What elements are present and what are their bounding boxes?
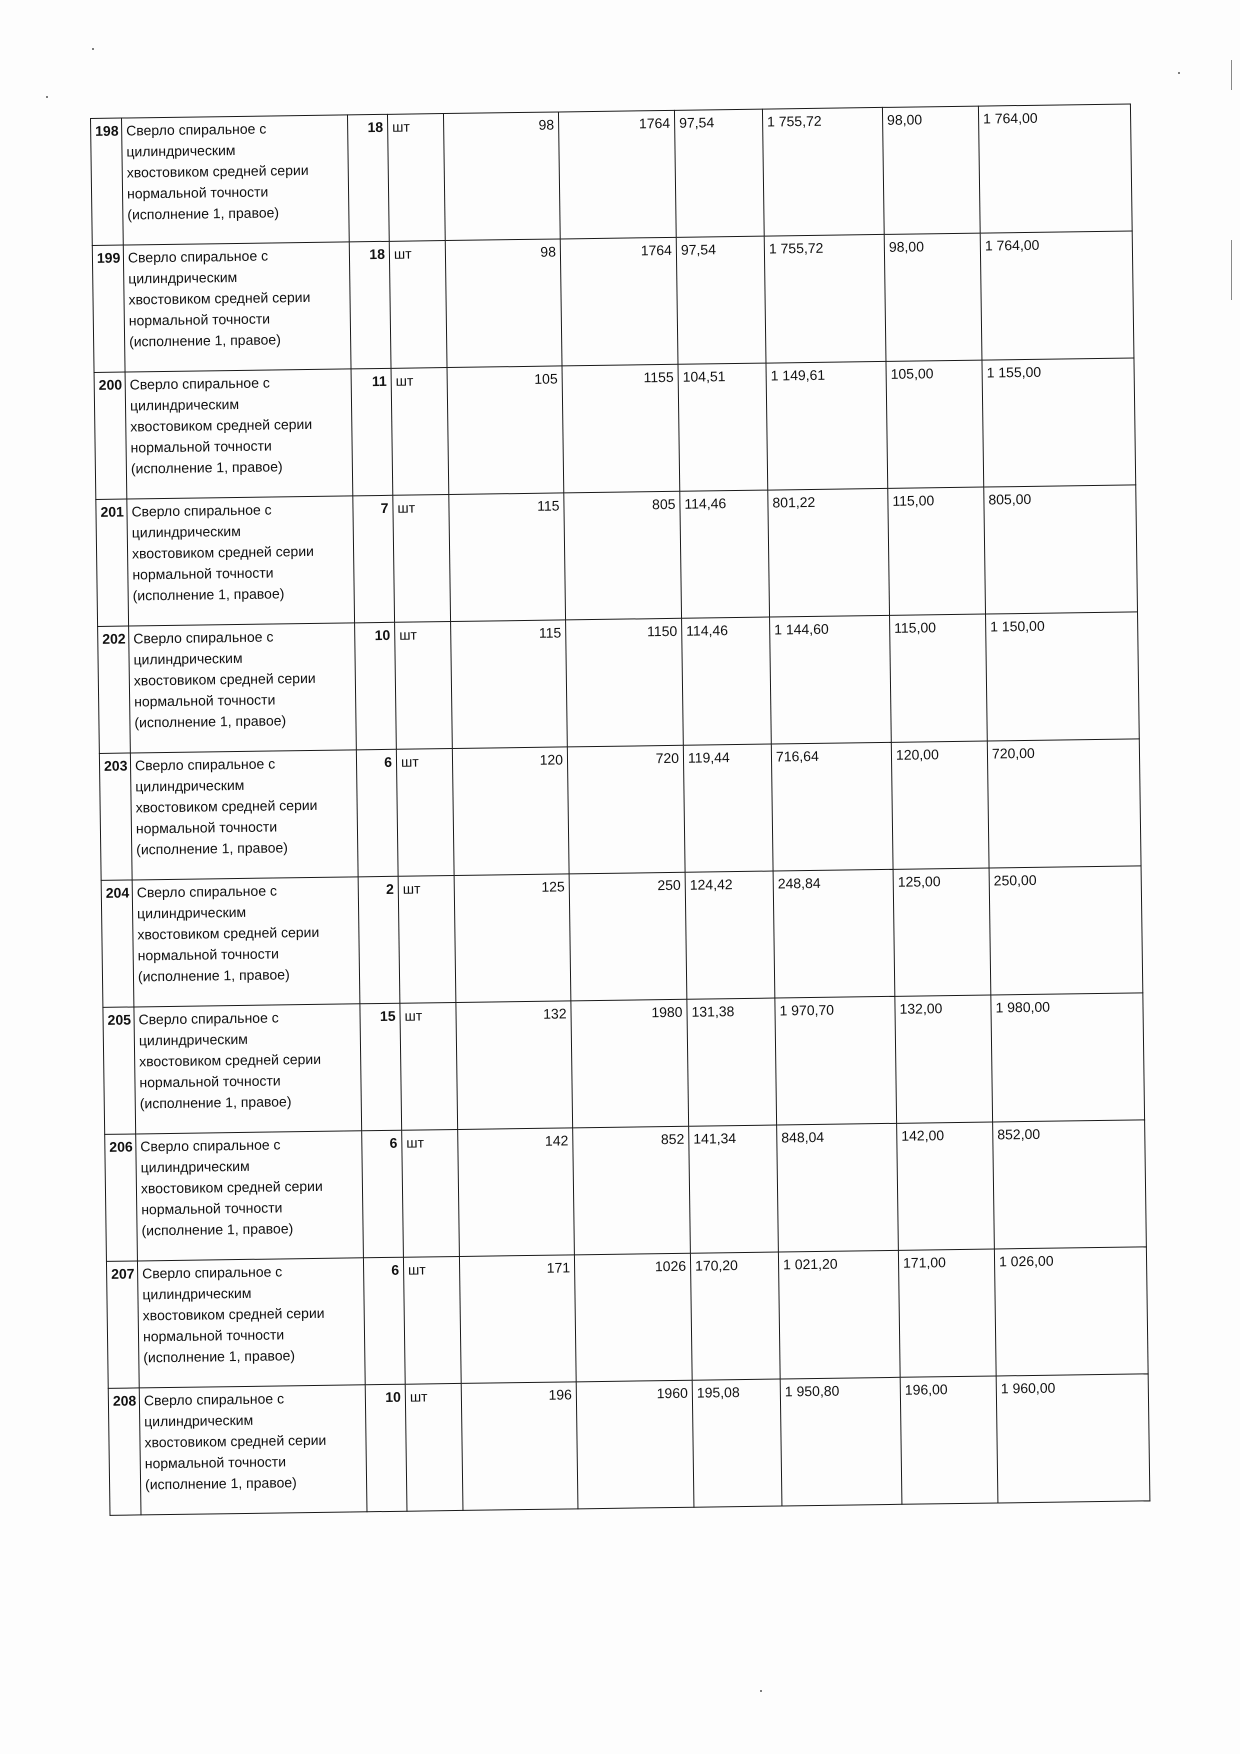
item-price-3: 115,00 [888, 487, 986, 615]
item-name-line: цилиндрическим [131, 522, 241, 541]
item-name-line: хвостовиком средней серии [126, 161, 309, 181]
item-price-2: 104,51 [678, 363, 768, 491]
item-unit: шт [393, 495, 451, 623]
item-name-line: нормальной точности [135, 818, 278, 837]
item-name-line: Сверло спиральное с [140, 1136, 281, 1155]
item-name-line: цилиндрическим [126, 141, 236, 160]
item-name-line: Сверло спиральное с [143, 1390, 285, 1409]
item-name-line: (исполнение 1, правое) [130, 458, 283, 477]
item-sum-3: 720,00 [987, 739, 1141, 868]
item-sum-3: 1 980,00 [991, 993, 1145, 1122]
table-row [106, 1247, 1148, 1389]
scan-speck [46, 96, 48, 98]
row-number: 200 [94, 372, 127, 499]
item-price-2: 131,38 [687, 998, 777, 1126]
item-name-line: (исполнение 1, правое) [127, 204, 280, 223]
item-sum: 852 [573, 1126, 691, 1255]
item-price: 196 [461, 1382, 578, 1511]
item-name-line: хвостовиком средней серии [139, 1050, 322, 1070]
item-sum-2: 848,04 [777, 1123, 899, 1252]
item-unit: шт [400, 1002, 458, 1130]
item-name-line: хвостовиком средней серии [137, 923, 320, 943]
table-row [91, 104, 1133, 246]
item-sum-2: 716,64 [771, 742, 893, 871]
row-number: 205 [103, 1007, 136, 1134]
items-table [90, 103, 1150, 1515]
item-name-line: хвостовиком средней серии [128, 288, 311, 308]
table-row [92, 231, 1134, 373]
scan-speck [760, 1690, 762, 1692]
scan-edge-mark [1231, 60, 1232, 90]
item-sum-2: 248,84 [773, 869, 895, 998]
item-unit: шт [395, 622, 453, 750]
item-name-line: хвостовиком средней серии [131, 542, 315, 562]
item-name-line: хвостовиком средней серии [130, 415, 313, 435]
item-unit: шт [405, 1383, 463, 1511]
item-sum: 805 [564, 491, 682, 620]
row-number: 207 [106, 1261, 139, 1388]
item-name-line: (исполнение 1, правое) [129, 331, 281, 350]
item-sum: 1980 [571, 999, 689, 1128]
item-name-line: нормальной точности [126, 183, 269, 202]
row-number: 203 [99, 753, 132, 880]
item-price-3: 115,00 [890, 614, 988, 742]
item-sum-3: 1 764,00 [978, 104, 1132, 233]
item-name-line: Сверло спиральное с [127, 247, 269, 266]
item-name-line: цилиндрическим [136, 903, 247, 922]
item-unit: шт [398, 875, 456, 1003]
item-price: 125 [454, 874, 571, 1003]
item-name [134, 1004, 362, 1134]
item-name [125, 369, 353, 499]
table-row [99, 739, 1141, 881]
item-price-3: 142,00 [897, 1122, 995, 1250]
item-name [136, 1131, 364, 1261]
item-sum-3: 1 764,00 [980, 231, 1134, 360]
table-row [98, 612, 1140, 754]
item-name-line: хвостовиком средней серии [144, 1431, 327, 1451]
table-row [103, 993, 1145, 1135]
item-price-3: 120,00 [891, 741, 989, 869]
item-name-line: Сверло спиральное с [142, 1263, 283, 1282]
item-name-line: нормальной точности [139, 1072, 281, 1091]
item-name-line: нормальной точности [141, 1199, 283, 1218]
item-sum: 1960 [576, 1380, 694, 1509]
item-sum-3: 1 155,00 [982, 358, 1136, 487]
item-name-line: нормальной точности [130, 437, 272, 456]
scan-speck [1178, 72, 1180, 74]
items-table-wrapper [90, 103, 1149, 1515]
item-name-line: цилиндрическим [133, 649, 243, 668]
item-price-3: 98,00 [884, 233, 982, 361]
item-name [127, 496, 355, 626]
item-name [139, 1385, 367, 1515]
item-price-2: 97,54 [676, 236, 766, 364]
item-price: 171 [459, 1255, 576, 1384]
item-sum-3: 250,00 [989, 866, 1143, 995]
item-unit: шт [387, 114, 445, 242]
item-name-line: (исполнение 1, правое) [141, 1220, 294, 1239]
item-price: 115 [449, 493, 566, 622]
item-unit: шт [389, 241, 447, 369]
item-name-line: цилиндрическим [140, 1157, 250, 1176]
item-name [122, 115, 350, 245]
item-name-line: (исполнение 1, правое) [137, 966, 290, 985]
item-sum: 1155 [562, 364, 680, 493]
item-price-3: 125,00 [893, 868, 991, 996]
item-price-2: 170,20 [690, 1252, 780, 1380]
item-price-3: 171,00 [898, 1249, 996, 1377]
row-number: 198 [91, 118, 124, 245]
item-sum-2: 1 950,80 [780, 1377, 902, 1506]
item-name-line: нормальной точности [137, 945, 279, 964]
item-name-line: цилиндрическим [138, 1030, 248, 1049]
item-name [137, 1258, 365, 1388]
item-name-line: цилиндрическим [135, 776, 245, 795]
item-name-line: хвостовиком средней серии [135, 796, 318, 816]
item-unit: шт [402, 1129, 460, 1257]
item-name-line: цилиндрическим [129, 395, 240, 414]
item-quantity: 6 [362, 1130, 404, 1258]
item-name [132, 877, 360, 1007]
item-sum-2: 1 970,70 [775, 996, 897, 1125]
item-sum-2: 1 149,61 [766, 361, 888, 490]
item-price-3: 98,00 [882, 106, 980, 234]
scan-edge-mark [1231, 240, 1232, 300]
item-sum: 1764 [560, 237, 678, 366]
item-price: 105 [447, 366, 564, 495]
item-name-line: Сверло спиральное с [136, 882, 278, 901]
item-name [123, 242, 351, 372]
item-name-line: цилиндрическим [144, 1411, 254, 1430]
item-name [129, 623, 357, 753]
item-name-line: (исполнение 1, правое) [139, 1093, 292, 1112]
item-sum-2: 1 021,20 [778, 1250, 900, 1379]
item-name-line: хвостовиком средней серии [142, 1304, 325, 1324]
row-number: 206 [105, 1134, 138, 1261]
item-name-line: Сверло спиральное с [126, 120, 267, 139]
item-name-line: нормальной точности [128, 310, 271, 329]
item-name-line: Сверло спиральное с [138, 1009, 279, 1028]
item-sum: 720 [567, 745, 685, 874]
item-quantity: 10 [355, 622, 397, 750]
item-price-2: 119,44 [683, 744, 773, 872]
item-name-line: (исполнение 1, правое) [136, 839, 289, 858]
item-sum: 1764 [558, 110, 676, 239]
row-number: 204 [101, 880, 134, 1007]
item-name-line: цилиндрическим [128, 268, 238, 287]
item-sum: 1150 [566, 618, 684, 747]
item-price-3: 105,00 [886, 360, 984, 488]
item-quantity: 6 [363, 1257, 405, 1385]
item-name-line: Сверло спиральное с [133, 628, 274, 647]
item-sum: 1026 [574, 1253, 692, 1382]
item-price-2: 195,08 [692, 1379, 782, 1507]
table-row [101, 866, 1143, 1008]
item-name [130, 750, 358, 880]
item-price: 142 [458, 1128, 575, 1257]
item-sum-3: 1 026,00 [994, 1247, 1148, 1376]
item-price-2: 141,34 [689, 1125, 779, 1253]
item-unit: шт [396, 749, 454, 877]
row-number: 208 [108, 1388, 141, 1515]
item-price: 120 [452, 747, 569, 876]
item-price: 115 [451, 620, 568, 749]
item-price-3: 196,00 [900, 1376, 998, 1504]
item-sum-3: 805,00 [984, 485, 1138, 614]
item-name-line: хвостовиком средней серии [133, 669, 316, 689]
item-name-line: нормальной точности [132, 564, 274, 583]
table-row [105, 1120, 1147, 1262]
item-sum-2: 1 755,72 [762, 107, 884, 236]
item-sum-2: 801,22 [768, 488, 890, 617]
item-sum-3: 1 150,00 [986, 612, 1140, 741]
item-name-line: нормальной точности [134, 691, 276, 710]
items-table-body [91, 104, 1150, 1515]
item-name-line: (исполнение 1, правое) [144, 1474, 297, 1493]
item-sum-2: 1 755,72 [764, 234, 886, 363]
item-name-line: хвостовиком средней серии [140, 1177, 323, 1197]
item-unit: шт [391, 368, 449, 496]
item-price-3: 132,00 [895, 995, 993, 1123]
table-row [94, 358, 1136, 500]
item-name-line: нормальной точности [144, 1453, 287, 1472]
item-quantity: 18 [347, 114, 389, 242]
item-price: 132 [456, 1001, 573, 1130]
item-quantity: 10 [365, 1384, 407, 1512]
item-price: 98 [445, 239, 562, 368]
row-number: 202 [98, 626, 131, 753]
item-price-2: 124,42 [685, 871, 775, 999]
row-number: 199 [92, 245, 125, 372]
item-name-line: нормальной точности [142, 1326, 285, 1345]
item-price: 98 [443, 112, 560, 241]
table-row [96, 485, 1138, 627]
item-quantity: 15 [360, 1003, 402, 1131]
item-name-line: (исполнение 1, правое) [134, 712, 287, 731]
item-quantity: 2 [358, 876, 400, 1004]
item-quantity: 6 [356, 749, 398, 877]
item-sum-3: 852,00 [993, 1120, 1147, 1249]
item-price-2: 97,54 [674, 109, 764, 237]
item-name-line: Сверло спиральное с [134, 755, 276, 774]
item-name-line: (исполнение 1, правое) [143, 1347, 296, 1366]
item-sum: 250 [569, 872, 687, 1001]
table-row [108, 1374, 1150, 1516]
item-unit: шт [403, 1256, 461, 1384]
item-price-2: 114,46 [682, 617, 772, 745]
item-sum-2: 1 144,60 [770, 615, 892, 744]
item-sum-3: 1 960,00 [996, 1374, 1150, 1503]
item-name-line: Сверло спиральное с [129, 374, 270, 393]
item-name-line: Сверло спиральное с [131, 501, 272, 520]
scan-speck [92, 48, 94, 50]
item-name-line: (исполнение 1, правое) [132, 585, 285, 604]
item-price-2: 114,46 [680, 490, 770, 618]
item-quantity: 11 [351, 368, 393, 496]
item-quantity: 7 [353, 495, 395, 623]
item-name-line: цилиндрическим [142, 1284, 252, 1303]
row-number: 201 [96, 499, 129, 626]
item-quantity: 18 [349, 241, 391, 369]
